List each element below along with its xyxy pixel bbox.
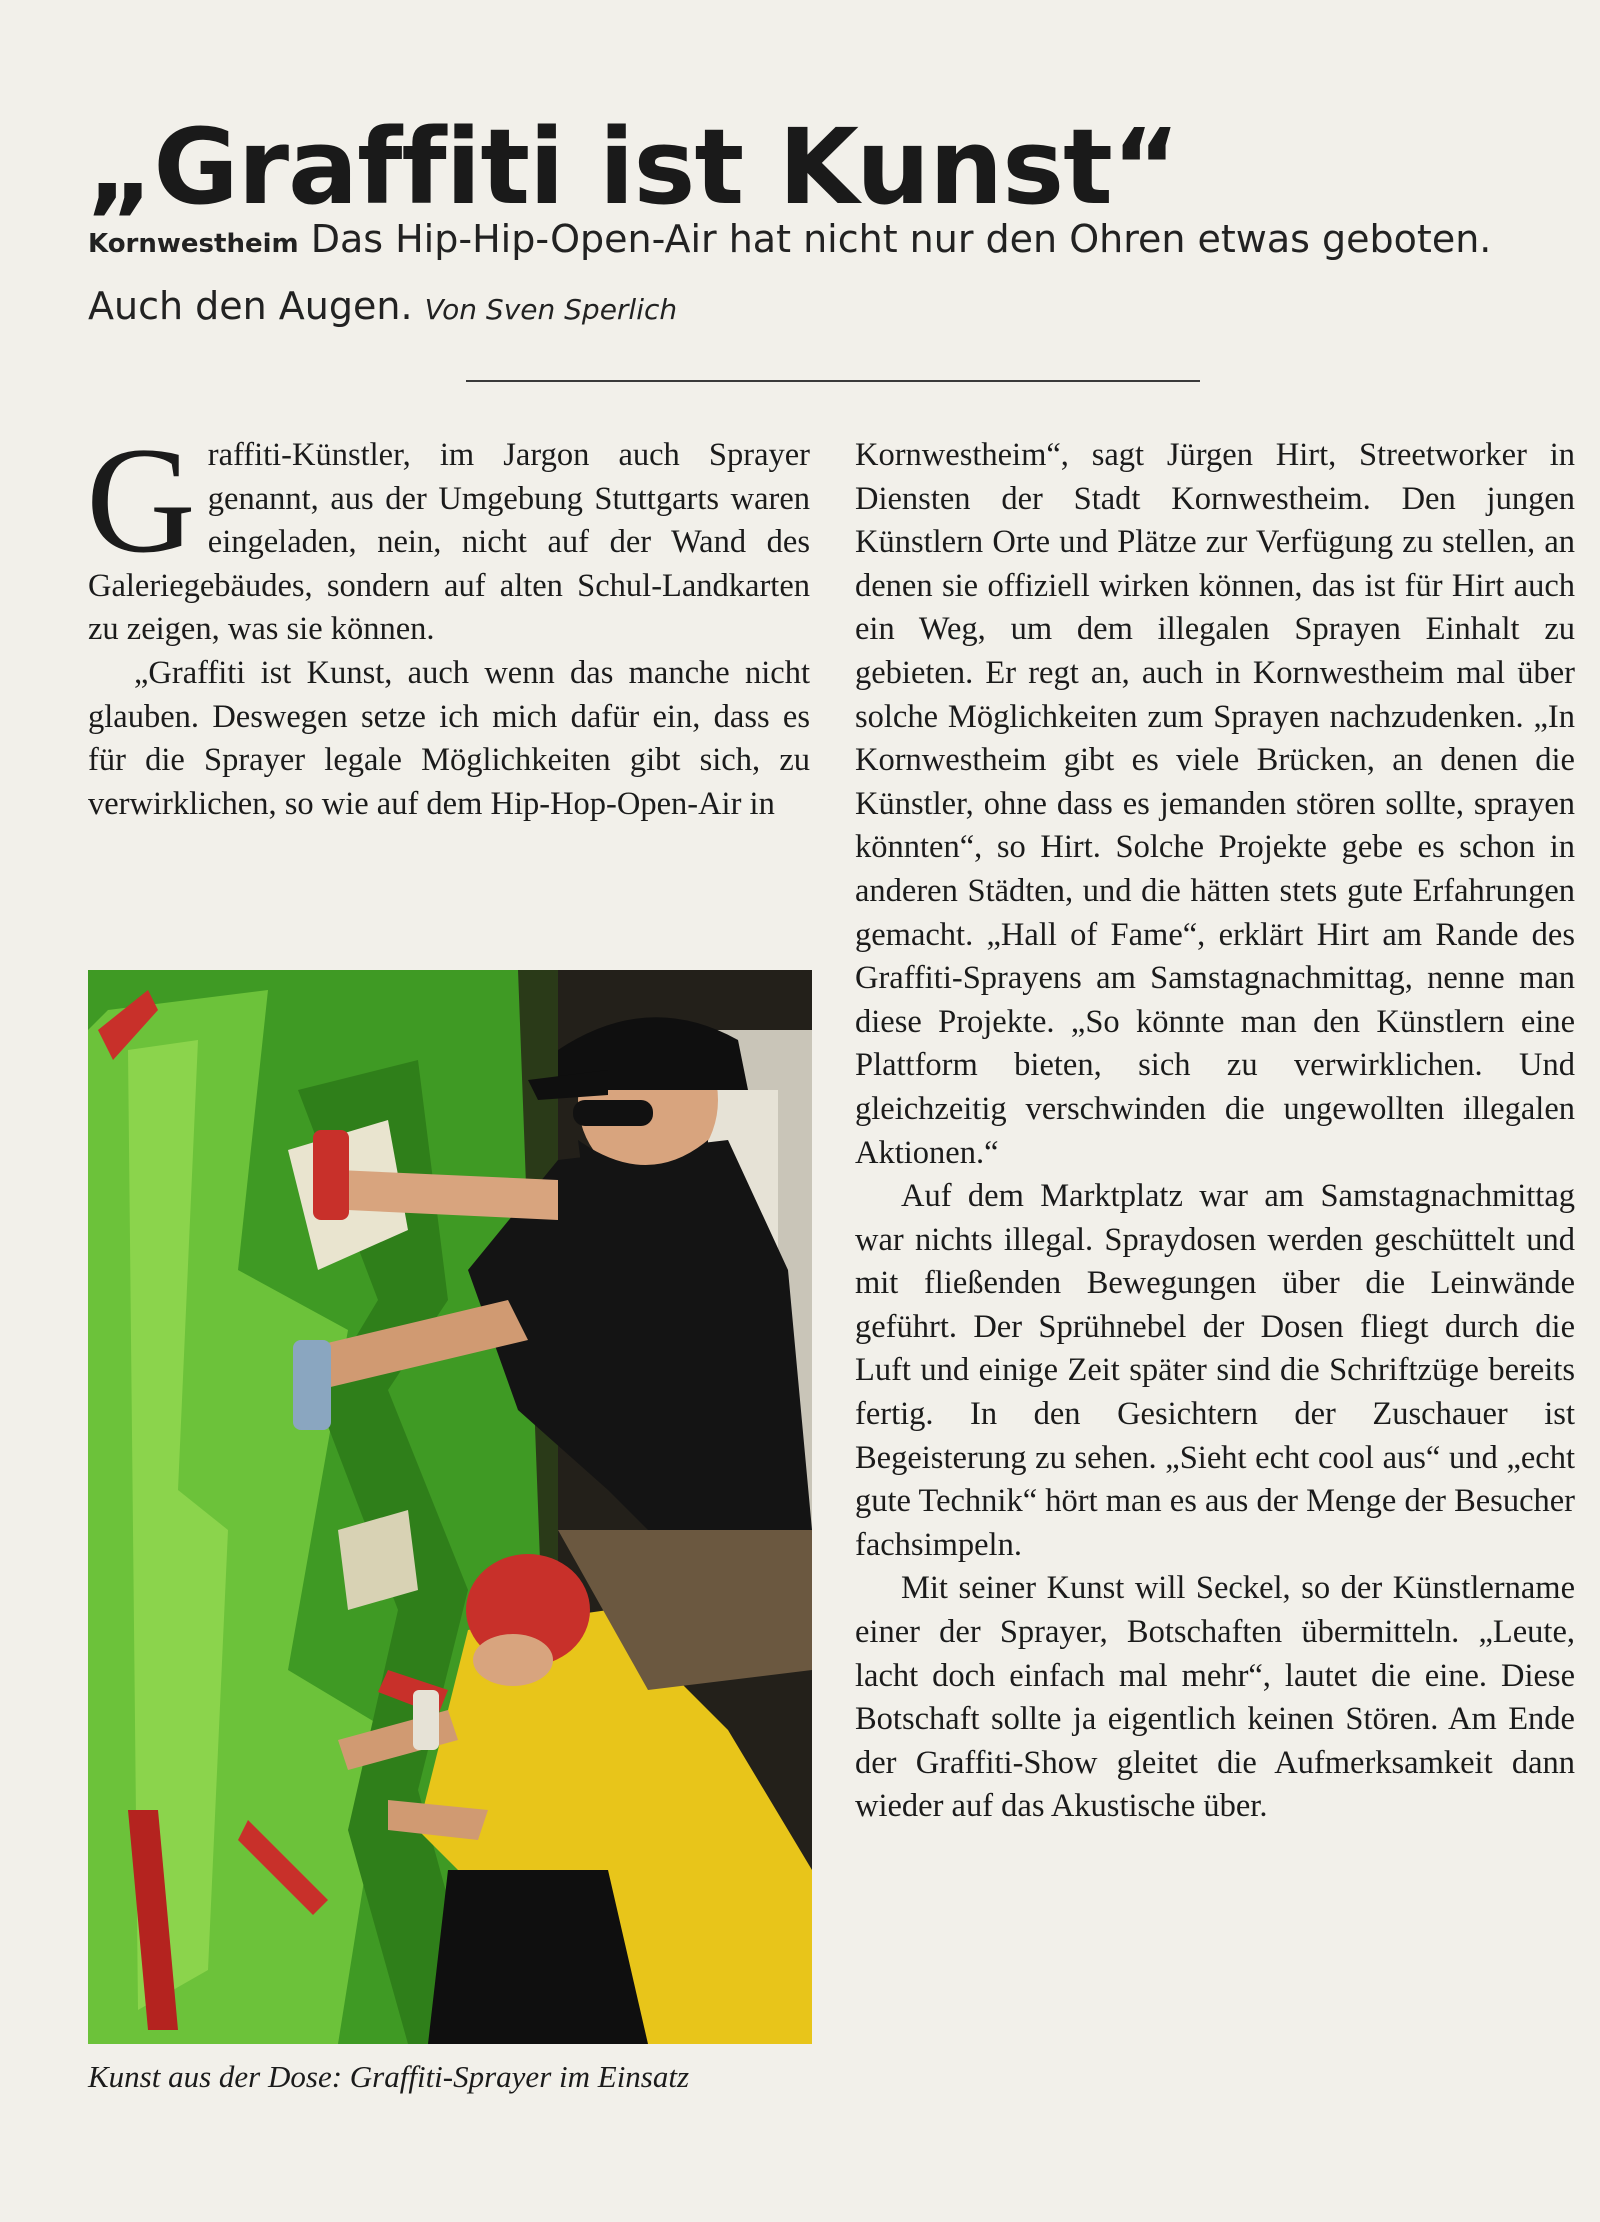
left-paragraph-2: „Graffiti ist Kunst, auch wenn das manche nicht glauben. Deswegen setze ich mich dafür ein, dass es für die Sprayer legale Möglichkeiten gibt sich, zu verwirklichen, so wie auf dem Hip-Hop-Open-Air in bbox=[88, 654, 810, 822]
left-paragraph-1-text: raffiti-Künstler, im Jargon auch Sprayer genannt, aus der Umgebung Stuttgarts waren eingeladen, nein, nicht auf der Wand des Galeriegebäudes, sondern auf alten Schul-Landkarten zu zeigen, was sie können. bbox=[88, 437, 810, 648]
article-headline: „Graffiti ist Kunst“ bbox=[86, 105, 1180, 228]
graffiti-sprayers-photo bbox=[88, 970, 812, 2044]
article-column-left bbox=[86, 416, 810, 826]
article-dateline: Kornwestheim bbox=[88, 229, 299, 259]
article-photo bbox=[88, 970, 812, 2044]
standfirst-text: Das Hip-Hip-Open-Air hat nicht nur den Ohren etwas geboten. Auch den Augen. bbox=[88, 217, 1492, 328]
right-paragraph-1: Kornwestheim“, sagt Jürgen Hirt, Streetworker in Diensten der Stadt Kornwestheim. Den jungen Künstlern Orte und Plätze zur Verfügung zu stellen, an denen sie offiziell wirken können, das ist für Hirt auch ein Weg, um dem illegalen Sprayen Einhalt zu gebieten. Er regt an, auch in Kornwestheim mal über solche Möglichkeiten zum Sprayen nachzudenken. „In Kornwestheim gibt es viele Brücken, an denen die Künstler, ohne dass es jemanden stören sollte, sprayen könnten“, so Hirt. Solche Projekte gebe es schon in anderen Städten, und die hätten stets gute Erfahrungen gemacht. „Hall of Fame“, erklärt Hirt am Rande des Graffiti-Sprayens am Samstagnachmittag, nenne man diese Projekte. „So könnte man den Künstlern eine Plattform bieten, sich zu verwirklichen. Und gleichzeitig verschwinden die ungewollten illegalen Aktionen.“ bbox=[855, 437, 1575, 1171]
drop-cap: G bbox=[86, 416, 196, 584]
photo-caption: Kunst aus der Dose: Graffiti-Sprayer im Einsatz bbox=[88, 2059, 690, 2094]
right-paragraph-3: Mit seiner Kunst will Seckel, so der Künstlername einer der Sprayer, Botschaften übermitteln. „Leute, lacht doch einfach mal mehr“, lautet die eine. Diese Botschaft sollte ja eigentlich keinen Stören. Am Ende der Graffiti-Show gleitet die Aufmerksamkeit dann wieder auf das Akustische über. bbox=[855, 1570, 1575, 1825]
right-paragraph-2: Auf dem Marktplatz war am Samstagnachmittag war nichts illegal. Spraydosen werden geschüttelt und mit fließenden Bewegungen über die Leinwände geführt. Der Sprühnebel der Dosen fliegt durch die Luft und einige Zeit später sind die Schriftzüge bereits fertig. In den Gesichtern der Zuschauer ist Begeisterung zu sehen. „Sieht echt cool aus“ und „echt gute Technik“ hört man es aus der Menge der Besucher fachsimpeln. bbox=[855, 1178, 1575, 1563]
article-column-right bbox=[855, 434, 1575, 1829]
article-standfirst bbox=[88, 208, 1558, 341]
headline-divider bbox=[466, 380, 1200, 382]
article-byline: Von Sven Sperlich bbox=[424, 293, 678, 326]
left-paragraph-1 bbox=[86, 416, 810, 652]
